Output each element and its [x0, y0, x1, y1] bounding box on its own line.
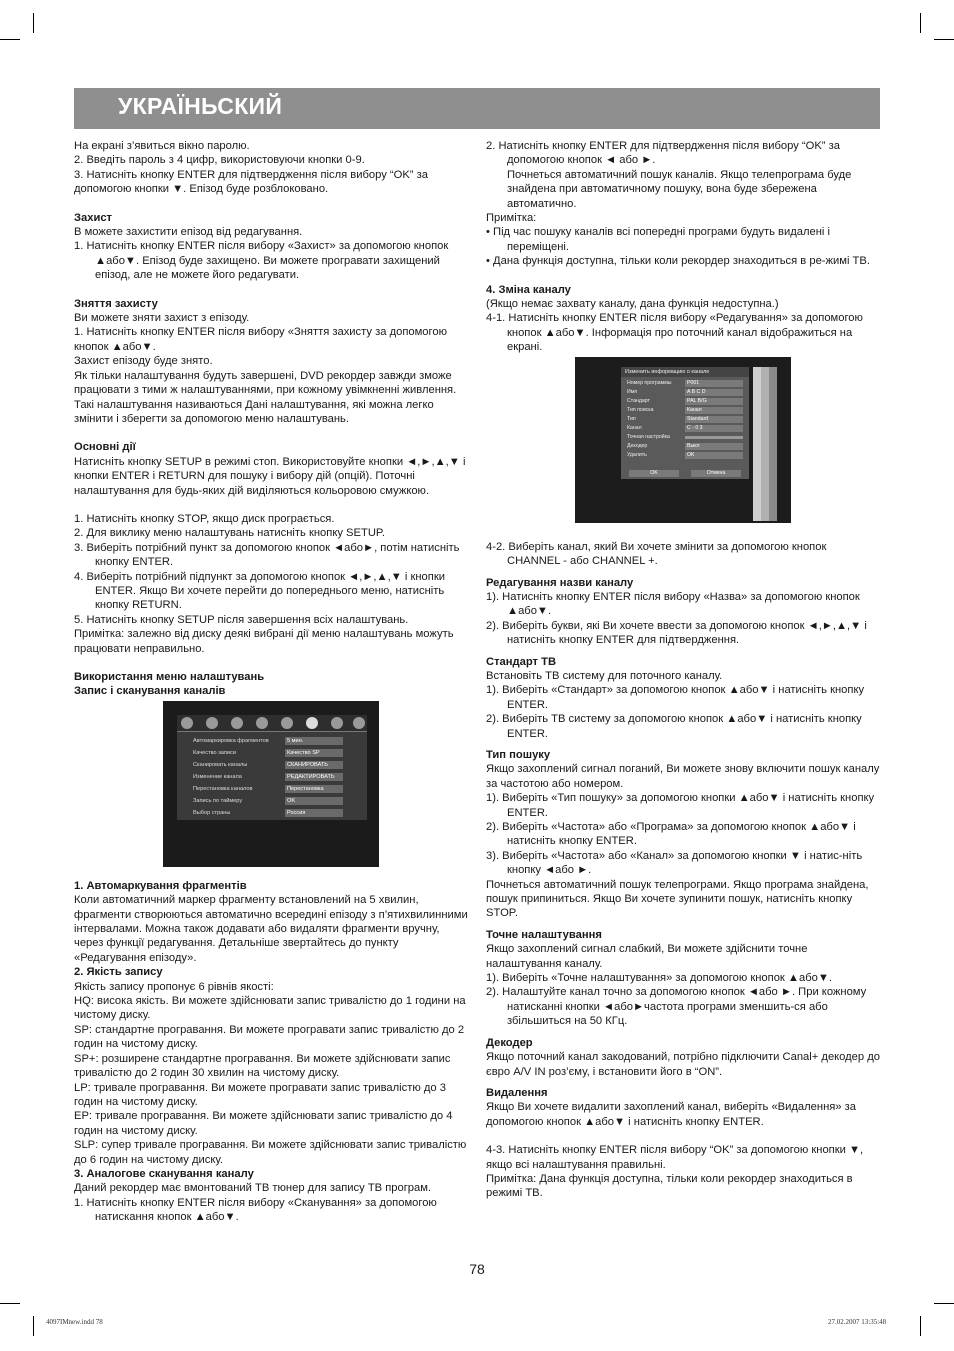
list-item: 1. Натисніть кнопку ENTER після вибору «Сканування» за допомогою натискання кнопок ▲або▼.: [74, 1196, 437, 1224]
list-item: 2. Для виклику меню налаштувань натисніть кнопку SETUP.: [74, 527, 386, 540]
section-heading: Тип пошуку: [486, 748, 551, 761]
section-heading: Видалення: [486, 1086, 548, 1099]
list-item: 1). Виберіть «Тип пошуку» за допомогою кнопки ▲або▼ і натисніть кнопку ENTER.: [486, 792, 875, 819]
list-item: 4-2. Виберіть канал, який Ви хочете змінити за допомогою кнопок CHANNEL - або CHANNEL +.: [486, 540, 827, 568]
list-item: 4. Виберіть потрібний підпункт за допомогою кнопок ◄,►,▲,▼ і кнопки ENTER. Якщо Ви хочете перейти до попереднього меню, натисніть кнопку RETURN.: [74, 570, 445, 612]
section-heading: Зняття захисту: [74, 297, 158, 310]
paragraph: Встановіть ТВ систему для поточного каналу.: [486, 669, 723, 682]
panel-title: Изменить информацию о канале: [621, 367, 749, 377]
list-item: 2). Виберіть букви, які Ви хочете ввести за допомогою кнопок ◄,►,▲,▼ і натисніть кнопку ENTER для підтвердження.: [486, 619, 867, 647]
menu-rows: [177, 732, 367, 820]
channel-info-screenshot: [575, 357, 791, 523]
crop-mark: [920, 1316, 921, 1336]
menu-icon-bar: [177, 715, 367, 732]
section-heading: 3. Аналогове сканування каналу: [74, 1167, 254, 1180]
list-item: 2). Налаштуйте канал точно за допомогою кнопок ◄або ►. При кожному натисканні кнопки ◄або►частота програми зменшить-ся або збільшиться на 50 КГц.: [486, 986, 867, 1028]
paragraph: Якщо поточний канал закодований, потрібно підключити Canal+ декодер до євро A/V IN роз’єму, і встановити його в “ON”.: [486, 1051, 880, 1078]
note: Примітка: залежно від диску деякі вибрані дії меню налаштувань можуть працювати неправильно.: [74, 628, 454, 655]
paragraph: HQ: висока якість. Ви можете здійснювати запис тривалістю до 1 години на чистому диску.: [74, 995, 466, 1022]
crop-mark: [33, 1316, 34, 1336]
paragraph: 1. Натисніть кнопку ENTER після вибору «Зняття захисту за допомогою кнопок ▲або▼.: [74, 326, 447, 353]
menu-row: Перестановка каналов Перестановка: [193, 784, 363, 794]
settings-icon: [331, 717, 343, 729]
video-icon: [206, 717, 218, 729]
left-column: [74, 139, 468, 1225]
section-header: [74, 88, 880, 129]
menu-row: Удалить OK: [627, 451, 747, 460]
language-icon: [281, 717, 293, 729]
section-heading: Точне налаштування: [486, 928, 602, 941]
menu-row: Выбор страны Россия: [193, 808, 363, 818]
paragraph: Почнеться автоматичний пошук телепрограми. Якщо програма знайдена, пошук припиниться. Якщо Ви хочете зупинити пошук, натисніть кнопку STOP.: [486, 878, 869, 920]
paragraph: Якість запису пропонує 6 рівнів якості:: [74, 980, 274, 993]
note-title: Примітка:: [486, 212, 537, 225]
footer-date: 27.02.2007 13:35:48: [828, 1318, 887, 1326]
section-heading: Запис і сканування каналів: [74, 685, 226, 698]
setup-menu-screenshot: [163, 701, 379, 867]
menu-row: Стандарт PAL B/G: [627, 397, 747, 406]
page-title: УКРАЇНЬСКИЙ: [118, 93, 283, 119]
paragraph: SP+: розширене стандартне програвання. Ви можете здійснювати запис тривалістю до 2 годин 30 хвилин на чистому диску.: [74, 1052, 451, 1080]
paragraph: SP: стандартне програвання. Ви можете програвати запис тривалістю до 2 годин на чистому диску.: [74, 1023, 465, 1051]
ok-button: OK: [629, 470, 679, 477]
menu-row: Сканировать каналы СКАНИРОВАТЬ: [193, 760, 363, 770]
paragraph: Натисніть кнопку SETUP в режимі стоп. Використовуйте кнопки ◄,►,▲,▼ і кнопки ENTER і RETURN для пошуку і вибору дій (опцій). Поточні налаштування для будь-яких дій виділяються кольоровою смужкою.: [74, 455, 466, 497]
paragraph: На екрані з’явиться вікно паролю.: [74, 140, 250, 152]
edit-icon: [231, 717, 243, 729]
menu-row: Тип Standard: [627, 415, 747, 424]
crop-mark: [920, 13, 921, 33]
paragraph: 2. Введіть пароль з 4 цифр, використовуючи кнопки 0-9.: [74, 154, 365, 167]
menu-row: Имя A B C D: [627, 388, 747, 397]
list-item: 3). Виберіть «Частота» або «Канал» за допомогою кнопки ▼ і натис-ніть кнопку ◄або ►.: [486, 849, 863, 877]
channel-info-panel: [621, 367, 749, 479]
paragraph: Якщо захоплений сигнал поганий, Ви можете знову включити пошук каналу за частотою або номером.: [486, 763, 880, 790]
crop-mark: [934, 39, 954, 40]
arrow-icon: [353, 717, 365, 729]
paragraph: Якщо Ви хочете видалити захоплений канал, виберіть «Видалення» за допомогою кнопок ▲або▼ і натисніть кнопку ENTER.: [486, 1101, 856, 1128]
record-icon: [181, 717, 193, 729]
menu-row: Канал C - 0 3: [627, 424, 747, 433]
paragraph: Захист епізоду буде знято.: [74, 355, 213, 368]
menu-row: Тип поиска Канал: [627, 406, 747, 415]
right-column: [486, 139, 880, 1201]
list-item: 3. Виберіть потрібний пункт за допомогою кнопок ◄або►, потім натисніть кнопку ENTER.: [74, 541, 460, 569]
list-item: 2). Виберіть ТВ систему за допомогою кнопок ▲або▼ і натисніть кнопку ENTER.: [486, 713, 862, 740]
paragraph: В можете захистити епізод від редагування.: [74, 226, 303, 239]
menu-row: Изменение канала РЕДАКТИРОВАТЬ: [193, 772, 363, 782]
menu-row: Автомаркировка фрагментов 5 мин.: [193, 736, 363, 746]
paragraph: SLP: супер тривале програвання. Ви можете здійснювати запис тривалістю до 6 годин на чистому диску.: [74, 1139, 467, 1166]
paragraph: Якщо захоплений сигнал слабкий, Ви можете здійснити точне налаштування каналу.: [486, 943, 808, 970]
section-heading: Основні дії: [74, 441, 136, 454]
section-heading: Захист: [74, 211, 113, 224]
section-heading: Використання меню налаштувань: [74, 671, 265, 683]
audio-icon: [256, 717, 268, 729]
crop-mark: [33, 13, 34, 33]
section-heading: Декодер: [486, 1036, 533, 1049]
list-item: 1. Натисніть кнопку STOP, якщо диск програється.: [74, 512, 335, 525]
page-number: 78: [469, 1261, 485, 1277]
list-item: 4-1. Натисніть кнопку ENTER після вибору «Редагування» за допомогою кнопок ▲або▼. Інформація про поточний канал відображиться на екрані.: [486, 312, 863, 354]
list-item: 5. Натисніть кнопку SETUP після завершення всіх налаштувань.: [74, 613, 409, 626]
paragraph: 4-3. Натисніть кнопку ENTER після вибору “OK” за допомогою кнопки ▼, якщо всі налаштування правильні.: [486, 1144, 864, 1171]
bullet-item: • Під час пошуку каналів всі попередні програми будуть видалені і переміщені.: [486, 226, 830, 253]
crop-mark: [0, 1303, 20, 1304]
paragraph: Даний рекордер має вмонтований ТВ тюнер для запису ТВ програм.: [74, 1182, 432, 1195]
list-item: 1). Виберіть «Стандарт» за допомогою кнопок ▲або▼ і натисніть кнопку ENTER.: [486, 684, 865, 711]
section-heading: Стандарт ТВ: [486, 655, 557, 668]
clock-icon: [306, 717, 318, 729]
section-heading: 4. Зміна каналу: [486, 283, 571, 296]
note: Примітка: Дана функція доступна, тільки коли рекордер знаходиться в режимі ТВ.: [486, 1172, 853, 1200]
footer-file: 4097IMnew.indd 78: [46, 1318, 103, 1326]
menu-row: Качество записи Качество SP: [193, 748, 363, 758]
crop-mark: [934, 1303, 954, 1304]
bullet-item: • Дана функція доступна, тільки коли рекордер знаходиться в ре-жимі ТВ.: [486, 255, 870, 268]
paragraph: EP: тривале програвання. Ви можете здійснювати запис тривалістю до 4 годин на чистому диску.: [74, 1110, 453, 1137]
list-item: 1. Натисніть кнопку ENTER після вибору «Захист» за допомогою кнопок ▲або▼. Епізод буде захищено. Ви можете програвати захищений епізод, але не можете його редагувати.: [74, 240, 449, 282]
menu-row: Точная настройка: [627, 433, 747, 442]
paragraph: Ви можете зняти захист з епізоду.: [74, 312, 250, 325]
list-item: 3. Натисніть кнопку ENTER для підтвердження після вибору “OK” за допомогою кнопки ▼. Епізод буде розблоковано.: [74, 168, 428, 196]
paragraph: Як тільки налаштування будуть завершені, DVD рекордер завжди зможе працювати з тими ж налаштуваннями, при кожному увімкненні живлення. Такі налаштування називаються Дані налаштування, які можна легко змінити і зберегти за допомогою меню налаштувань.: [74, 369, 457, 425]
menu-row: Запись по таймеру OK: [193, 796, 363, 806]
list-item: 2). Виберіть «Частота» або «Програма» за допомогою кнопок ▲або▼ і натисніть кнопку ENTER.: [486, 821, 856, 848]
cancel-button: Отмена: [691, 470, 741, 477]
paragraph: LP: тривале програвання. Ви можете програвати запис тривалістю до 3 годин на чистому диску.: [74, 1081, 446, 1108]
menu-row: Номер программы P001: [627, 379, 747, 388]
paragraph: (Якщо немає захвату каналу, дана функція недоступна.): [486, 298, 779, 311]
section-heading: 2. Якість запису: [74, 966, 163, 979]
paragraph: Коли автоматичний маркер фрагменту встановлений на 5 хвилин, фрагменти створюються автоматично всередині епізоду з п’ятихвилинними інтервалами. Можна також додавати або видаляти фрагменти вручну, через функції редагування. Детальніше звертайтесь до пункту «Редагування епізоду».: [74, 894, 468, 964]
list-item: 2. Натисніть кнопку ENTER для підтвердження після вибору “OK” за допомогою кнопок ◄ або ►.: [486, 140, 840, 167]
crop-mark: [0, 39, 20, 40]
list-item: 1). Натисніть кнопку ENTER після вибору «Назва» за допомогою кнопок ▲або▼.: [486, 590, 860, 618]
background-stripes: [753, 367, 783, 521]
section-heading: 1. Автомаркування фрагментів: [74, 879, 247, 892]
paragraph: Почнеться автоматичний пошук каналів. Якщо телепрограма буде знайдена при автоматичному пошуку, вона буде збережена автоматично.: [507, 168, 852, 210]
list-item: 1). Виберіть «Точне налаштування» за допомогою кнопок ▲або▼.: [486, 972, 833, 985]
section-heading: Редагування назви каналу: [486, 576, 634, 589]
menu-row: Декодер Выкл: [627, 442, 747, 451]
